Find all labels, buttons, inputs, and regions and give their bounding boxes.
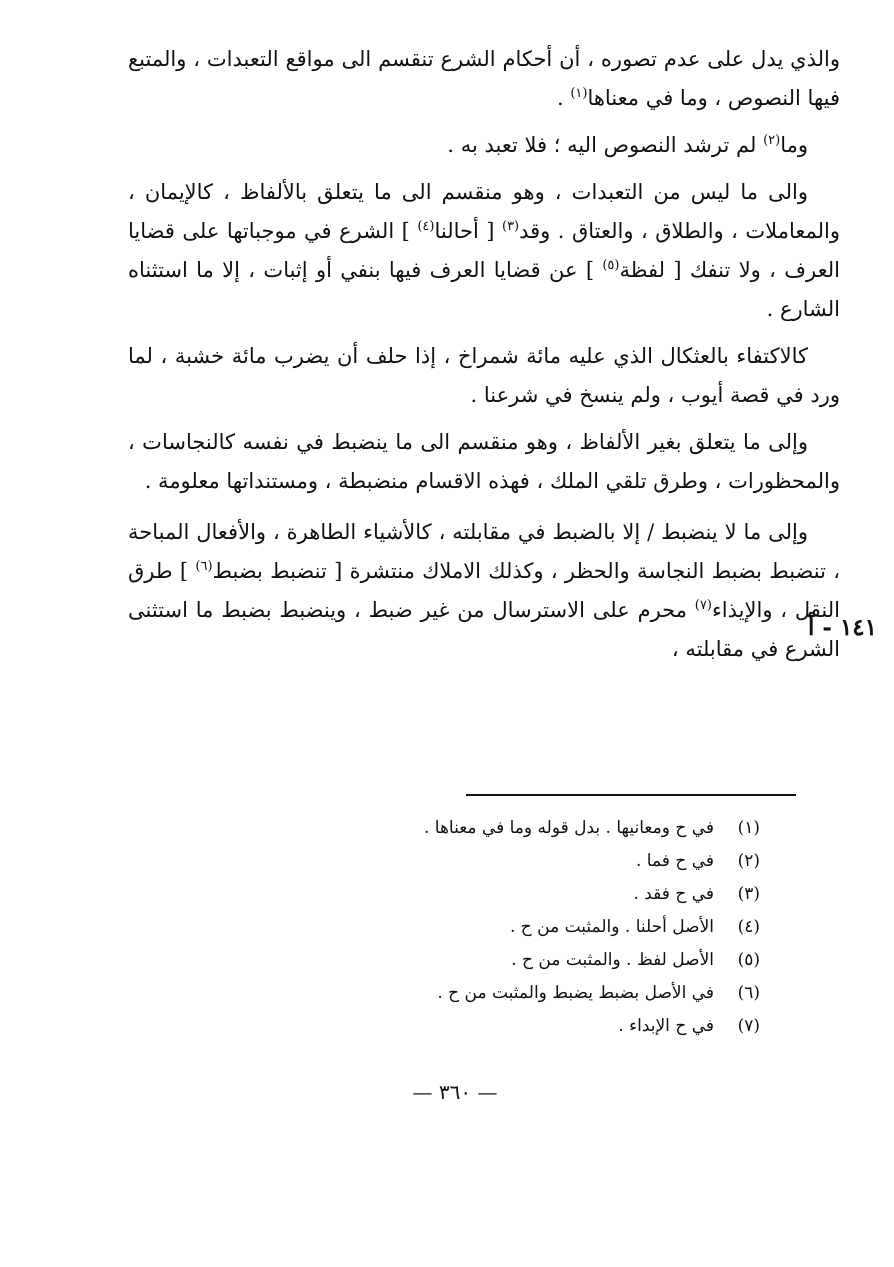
footnote-item: [300, 944, 760, 977]
footnote-item: [300, 1010, 760, 1043]
footnote-number: (٦): [737, 983, 760, 1003]
footnote-item: [300, 911, 760, 944]
footnote-item: [300, 977, 760, 1010]
footnote-text: في الأصل بضبط يضبط والمثبت من ح .: [437, 983, 714, 1003]
paragraph-1: والذي يدل على عدم تصوره ، أن أحكام الشرع تنقسم الى مواقع التعبدات ، والمتبع فيها النصوص ، وما في معناها$^{(١)}$ .: [128, 47, 840, 110]
footnote-text: في ح الإبداء .: [618, 1016, 714, 1036]
paragraph-2: وما$^{(٢)}$ لم ترشد النصوص اليه ؛ فلا تعبد به .: [447, 133, 808, 157]
footnote-number: (١): [737, 818, 760, 838]
footnote-number: (٤): [737, 917, 760, 937]
footnote-item: [300, 845, 760, 878]
footnote-separator: [466, 794, 796, 796]
footnote-text: الأصل لفظ . والمثبت من ح .: [511, 950, 714, 970]
footnote-ref-2: (٢): [763, 133, 781, 148]
margin-folio-reference: ١٤١ - أ: [808, 614, 878, 641]
paragraph-3: والى ما ليس من التعبدات ، وهو منقسم الى ما يتعلق بالألفاظ ، كالإيمان ، والمعاملات ، والطلاق ، والعتاق . وقد$^{(٣)}$ [ أحالنا$^{(٤)}$ ] الشرع في موجباتها على قضايا العرف ، ولا تنفك [ لفظة$^{(٥)}$ ] عن قضايا العرف فيها بنفي أو إثبات ، إلا ما استثناه الشارع .: [128, 180, 840, 321]
footnote-text: الأصل أحلنا . والمثبت من ح .: [509, 917, 714, 937]
footnote-ref-7: (٧): [694, 598, 712, 613]
paragraph-4: كالاكتفاء بالعثكال الذي عليه مائة شمراخ ، إذا حلف أن يضرب مائة خشبة ، لما ورد في قصة أيوب ، ولم ينسخ في شرعنا .: [128, 344, 840, 407]
main-text: [128, 40, 840, 677]
footnote-ref-1: (١): [570, 86, 588, 101]
footnote-item: [300, 878, 760, 911]
footnote-ref-5: (٥): [602, 258, 620, 273]
footnote-item: [300, 812, 760, 845]
footnote-text: في ح فقد .: [633, 884, 714, 904]
footnote-ref-6: (٦): [195, 559, 213, 574]
footnote-ref-4: (٤): [417, 219, 435, 234]
paragraph-5: وإلى ما يتعلق بغير الألفاظ ، وهو منقسم الى ما ينضبط في نفسه كالنجاسات ، والمحظورات ، وطرق تلقي الملك ، فهذه الاقسام منضبطة ، ومستنداتها معلومة .: [128, 430, 840, 493]
footnote-ref-3: (٣): [501, 219, 520, 234]
footnote-text: في ح فما .: [635, 851, 714, 871]
page-number: — ٣٦٠ —: [412, 1080, 498, 1104]
footnote-text: في ح ومعانيها . بدل قوله وما في معناها .: [423, 818, 714, 838]
footnote-number: (٢): [737, 851, 760, 871]
footnote-number: (٧): [737, 1016, 760, 1036]
paragraph-6: وإلى ما لا ينضبط / إلا بالضبط في مقابلته ، كالأشياء الطاهرة ، والأفعال المباحة ، تنضبط بضبط النجاسة والحظر ، وكذلك الاملاك منتشرة [ تنضبط بضبط$^{(٦)}$ ] طرق النقل ، والإيذاء$^{(٧)}$ محرم على الاسترسال من غير ضبط ، وينضبط بضبط ما استثنى الشرع في مقابلته ،: [128, 520, 840, 661]
footnote-number: (٥): [737, 950, 760, 970]
footnote-number: (٣): [737, 884, 760, 904]
footnotes-list: [300, 812, 760, 1043]
